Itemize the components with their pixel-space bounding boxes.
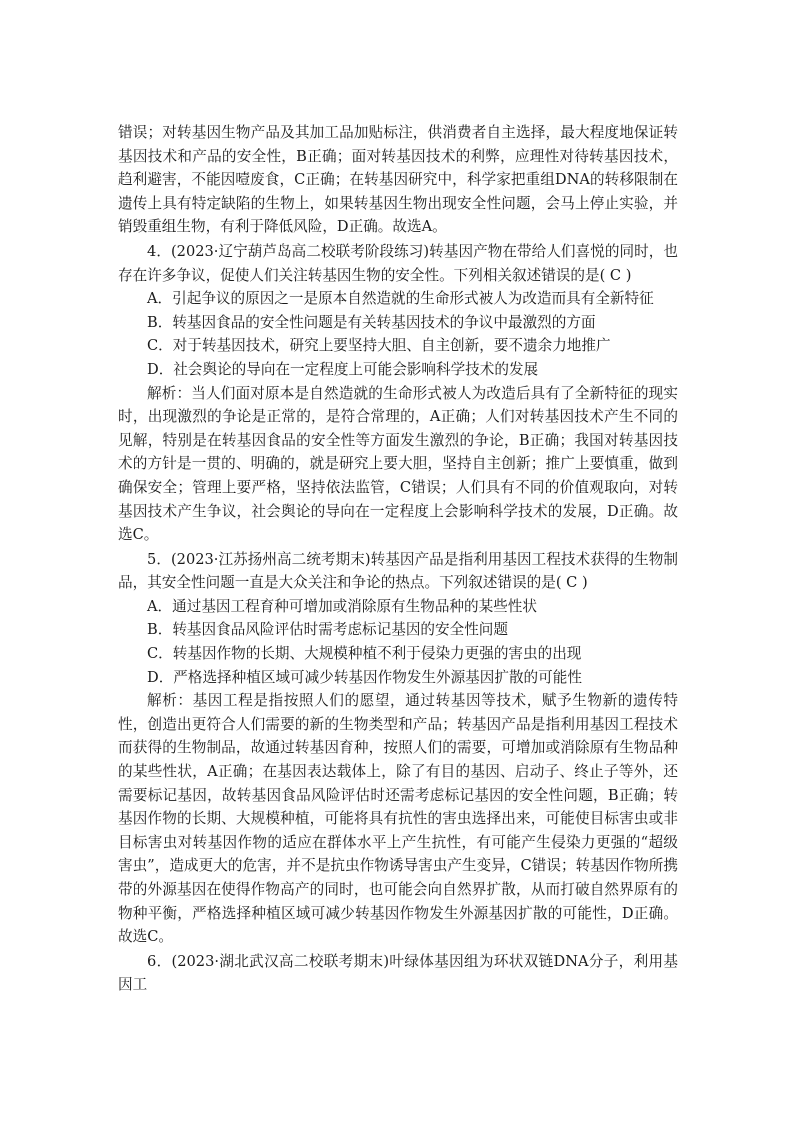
question-4-option-a: A．引起争议的原因之一是原本自然造就的生命形式被人为改造而具有全新特征 <box>147 290 654 308</box>
question-5-option-c: C．转基因作物的长期、大规模种植不利于侵染力更强的害虫的出现 <box>147 645 582 663</box>
explanation-q3-tail: 错误；对转基因生物产品及其加工品加贴标注，供消费者自主选择，最大程度地保证转基因技术和产品的安全性，B正确；面对转基因技术的利弊，应理性对待转基因技术，趋利避害，不能因噎废食，C正确；在转基因研究中，科学家把重组DNA的转移限制在遗传上具有特定缺陷的生物上，如果转基因生物出现安全性问题，会马上停止实验，并销毁重组生物，有利于降低风险，D正确。故选A。 <box>118 124 678 236</box>
document-page <box>118 121 678 997</box>
question-4 <box>118 240 678 547</box>
question-4-option-c: C．对于转基因技术，研究上要坚持大胆、自主创新，要不遗余力地推广 <box>147 337 611 355</box>
question-6-stem: 6．(2023·湖北武汉高二校联考期末)叶绿体基因组为环状双链DNA分子，利用基因工 <box>118 952 678 994</box>
question-5-option-b: B．转基因食品风险评估时需考虑标记基因的安全性问题 <box>147 621 508 639</box>
question-5 <box>118 548 678 949</box>
question-5-stem: 5．(2023·江苏扬州高二统考期末)转基因产品是指利用基因工程技术获得的生物制品，其安全性问题一直是大众关注和争论的热点。下列叙述错误的是( C ) <box>118 550 678 592</box>
question-5-option-a: A．通过基因工程育种可增加或消除原有生物品种的某些性状 <box>147 597 537 615</box>
question-4-explanation: 解析：当人们面对原本是自然造就的生命形式被人为改造后具有了全新特征的现实时，出现激烈的争论是正常的，是符合常理的，A正确；人们对转基因技术产生不同的见解，特别是在转基因食品的安全性等方面发生激烈的争论，B正确；我国对转基因技术的方针是一贯的、明确的，就是研究上要大胆，坚持自主创新；推广上要慎重，做到确保安全；管理上要严格，坚持依法监管，C错误；人们具有不同的价值观取向，对转基因技术产生争议，社会舆论的导向在一定程度上会影响科学技术的发展，D正确。故选C。 <box>118 384 678 544</box>
question-4-stem: 4．(2023·辽宁葫芦岛高二校联考阶段练习)转基因产物在带给人们喜悦的同时，也存在许多争议，促使人们关注转基因生物的安全性。下列相关叙述错误的是( C ) <box>118 242 678 284</box>
question-5-option-d: D．严格选择种植区域可减少转基因作物发生外源基因扩散的可能性 <box>147 668 582 686</box>
question-4-option-d: D．社会舆论的导向在一定程度上可能会影响科学技术的发展 <box>147 360 539 378</box>
question-4-option-b: B．转基因食品的安全性问题是有关转基因技术的争议中最激烈的方面 <box>147 313 596 331</box>
question-5-explanation: 解析：基因工程是指按照人们的愿望，通过转基因等技术，赋予生物新的遗传特性，创造出更符合人们需要的新的生物类型和产品；转基因产品是指利用基因工程技术而获得的生物制品，故通过转基因育种，按照人们的需要，可增加或消除原有生物品种的某些性状，A正确；在基因表达载体上，除了有目的基因、启动子、终止子等外，还需要标记基因，故转基因食品风险评估时还需考虑标记基因的安全性问题，B正确；转基因作物的长期、大规模种植，可能将具有抗性的害虫选择出来，可能使目标害虫或非目标害虫对转基因作物的适应在群体水平上产生抗性，有可能产生侵染力更强的“超级害虫”，造成更大的危害，并不是抗虫作物诱导害虫产生变异，C错误；转基因作物所携带的外源基因在使得作物高产的同时，也可能会向自然界扩散，从而打破自然界原有的物种平衡，严格选择种植区域可减少转基因作物发生外源基因扩散的可能性，D正确。故选C。 <box>118 692 678 946</box>
